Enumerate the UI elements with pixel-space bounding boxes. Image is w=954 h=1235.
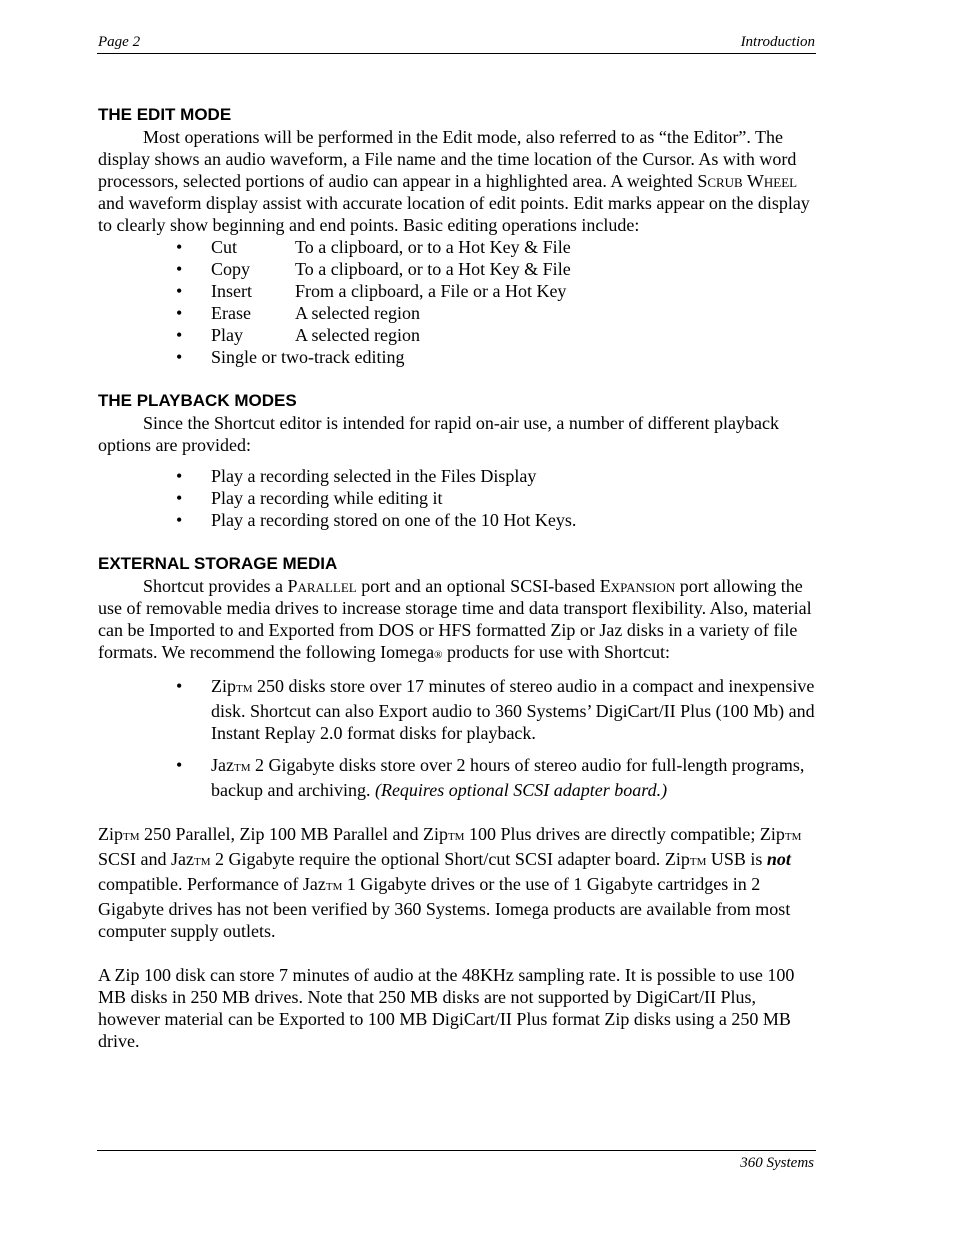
- edit-mode-heading: THE EDIT MODE: [98, 105, 232, 124]
- expansion-term: Expansion: [599, 576, 676, 596]
- edit-mode-paragraph: Most operations will be performed in the Edit mode, also referred to as “the Editor”. The display shows an audio waveform, a File name and the time location of the Cursor. As with word processors, selected portions of audio can appear in a highlighted area. A weighted Scrub Wheel and waveform display assist with accurate location of edit points. Edit marks appear on the display to clearly show beginning and end points. Basic editing operations include:: [98, 127, 810, 235]
- playback-options-list: [98, 465, 818, 531]
- list-item: • Play a recording selected in the Files Display: [98, 465, 818, 487]
- trademark-mark: TM: [233, 762, 251, 774]
- list-item: • JazTM 2 Gigabyte disks store over 2 hours of stereo audio for full-length programs, backup and archiving. (Requires optional SCSI adapter board.): [98, 754, 818, 801]
- compatibility-paragraph: ZipTM 250 Parallel, Zip 100 MB Parallel and ZipTM 100 Plus drives are directly compatible; ZipTM SCSI and JazTM 2 Gigabyte require the optional Short/cut SCSI adapter board. ZipTM USB is not compatible. Performance of JazTM 1 Gigabyte drives or the use of 1 Gigabyte cartridges in 2 Gigabyte drives has not been verified by 360 Systems. Iomega products are available from most computer supply outlets.: [98, 824, 802, 941]
- list-item: • Insert From a clipboard, a File or a Hot Key: [98, 280, 818, 302]
- footer-rule: [97, 1150, 816, 1151]
- scrub-wheel-term: Scrub Wheel: [697, 171, 798, 191]
- section-title: Introduction: [740, 34, 815, 50]
- zip-capacity-paragraph: A Zip 100 disk can store 7 minutes of audio at the 48KHz sampling rate. It is possible to use 100 MB disks in 250 MB drives. Note that 250 MB disks are not supported by DigiCart/II Plus, however material can be Exported to 100 MB DigiCart/II Plus format Zip disks using a 250 MB drive.: [98, 965, 795, 1051]
- list-item: • Play a recording stored on one of the 10 Hot Keys.: [98, 509, 818, 531]
- parallel-term: Parallel: [287, 576, 357, 596]
- scsi-requirement-note: (Requires optional SCSI adapter board.): [374, 780, 668, 800]
- list-item: • Single or two-track editing: [98, 346, 818, 368]
- list-item: • Copy To a clipboard, or to a Hot Key & File: [98, 258, 818, 280]
- list-item: • ZipTM 250 disks store over 17 minutes of stereo audio in a compact and inexpensive disk. Shortcut can also Export audio to 360 Systems’ DigiCart/II Plus (100 Mb) and Instant Replay 2.0 format disks for playback.: [98, 675, 818, 744]
- list-item: • Play a recording while editing it: [98, 487, 818, 509]
- iomega-products-list: [98, 675, 818, 801]
- list-item: • Erase A selected region: [98, 302, 818, 324]
- list-item: • Cut To a clipboard, or to a Hot Key & File: [98, 236, 818, 258]
- page-body: [98, 104, 818, 1052]
- page-footer: 360 Systems: [740, 1155, 814, 1171]
- emphasis-not: not: [766, 849, 791, 869]
- playback-paragraph: Since the Shortcut editor is intended for rapid on-air use, a number of different playback options are provided:: [98, 413, 779, 455]
- list-item: • Play A selected region: [98, 324, 818, 346]
- trademark-mark: TM: [236, 683, 253, 695]
- edit-operations-list: [98, 236, 818, 368]
- external-storage-heading: EXTERNAL STORAGE MEDIA: [98, 554, 338, 573]
- page-number: Page 2: [98, 34, 141, 50]
- header-rule: [97, 53, 816, 54]
- playback-modes-heading: THE PLAYBACK MODES: [98, 391, 297, 410]
- registered-mark: ®: [434, 649, 443, 661]
- storage-paragraph: Shortcut provides a Parallel port and an optional SCSI-based Expansion port allowing the use of removable media drives to increase storage time and data transport flexibility. Also, material can be Imported to and Exported from DOS or HFS formatted Zip or Jaz disks in a variety of file formats. We recommend the following Iomega® products for use with Shortcut:: [98, 576, 812, 662]
